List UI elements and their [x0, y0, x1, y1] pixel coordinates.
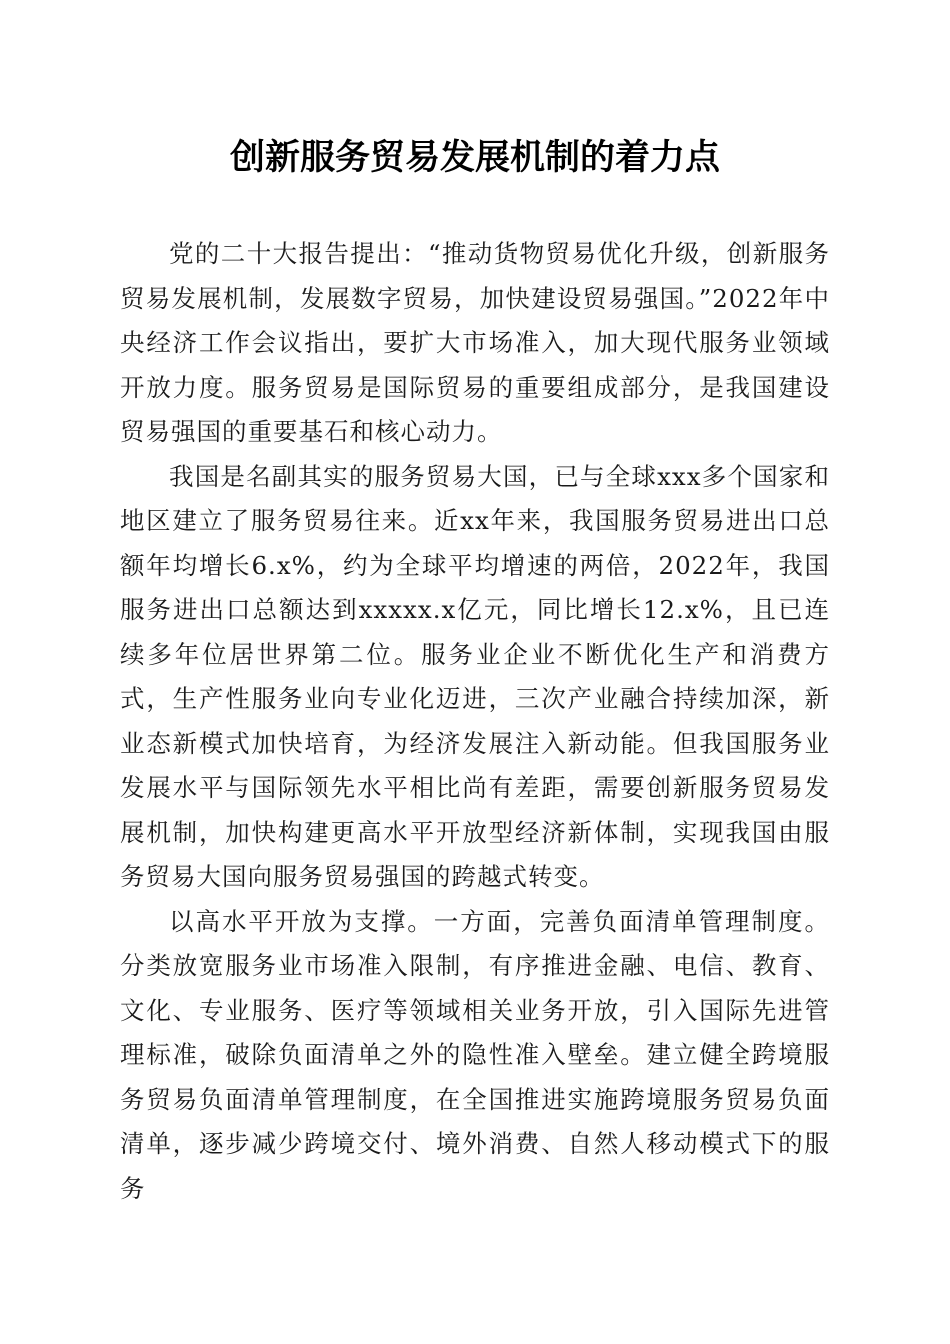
document-title: 创新服务贸易发展机制的着力点 — [229, 137, 720, 178]
paragraph: 我国是名副其实的服务贸易大国，已与全球xxx多个国家和地区建立了服务贸易往来。近xx年来，我国服务贸易进出口总额年均增长6.x%，约为全球平均增速的两倍，2022年，我国服务进出口总额达到xxxxx.x亿元，同比增长12.x%，且已连续多年位居世界第二位。服务业企业不断优化生产和消费方式，生产性服务业向专业化迈进，三次产业融合持续加深，新业态新模式加快培育，为经济发展注入新动能。但我国服务业发展水平与国际领先水平相比尚有差距，需要创新服务贸易发展机制，加快构建更高水平开放型经济新体制，实现我国由服务贸易大国向服务贸易强国的跨越式转变。 — [120, 461, 830, 891]
paragraph: 党的二十大报告提出：“推动货物贸易优化升级，创新服务贸易发展机制，发展数字贸易，加快建设贸易强国。”2022年中央经济工作会议指出，要扩大市场准入，加大现代服务业领域开放力度。服务贸易是国际贸易的重要组成部分，是我国建设贸易强国的重要基石和核心动力。 — [120, 239, 830, 446]
paragraph: 以高水平开放为支撑。一方面，完善负面清单管理制度。分类放宽服务业市场准入限制，有序推进金融、电信、教育、文化、专业服务、医疗等领域相关业务开放，引入国际先进管理标准，破除负面清单之外的隐性准入壁垒。建立健全跨境服务贸易负面清单管理制度，在全国推进实施跨境服务贸易负面清单，逐步减少跨境交付、境外消费、自然人移动模式下的服务 — [120, 906, 830, 1203]
document-body — [120, 232, 830, 1211]
